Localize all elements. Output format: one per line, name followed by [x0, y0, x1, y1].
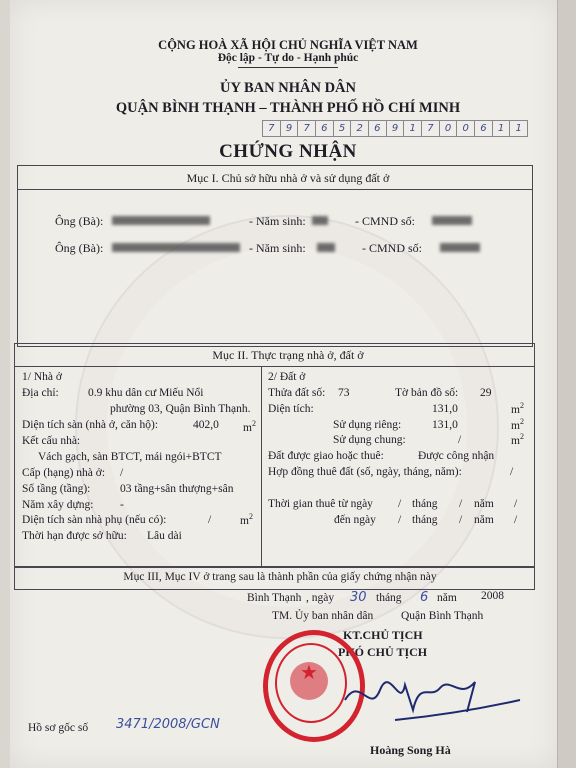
signing-day: 30 [350, 590, 367, 605]
lease-to-year: / [514, 514, 518, 526]
serial-digit: 1 [404, 121, 422, 136]
lease-contract-value: / [510, 466, 514, 478]
floor-area-label: Diện tích sàn (nhà ở, căn hộ): [22, 419, 159, 431]
signing-year: 2008 [481, 590, 504, 602]
owner2-birth-label: - Năm sinh: [249, 241, 306, 255]
owner2-id-label: - CMND số: [362, 241, 423, 255]
lease-from-day: / [398, 498, 402, 510]
lease-from-month-label: tháng [412, 498, 438, 510]
land-area-value: 131,0 [432, 403, 458, 415]
owner1-birth-label: - Năm sinh: [249, 214, 306, 228]
owner2-id-redacted [440, 243, 480, 252]
plot-label: Thửa đất số: [268, 387, 326, 399]
lease-from-year: / [514, 498, 518, 510]
floors-value: 03 tầng+sân thượng+sân [120, 483, 234, 495]
issuer-line2: QUẬN BÌNH THẠNH – THÀNH PHỐ HỒ CHÍ MINH [115, 100, 461, 116]
lease-from-label: Thời gian thuê từ ngày [268, 498, 373, 510]
lease-to-month: / [459, 514, 463, 526]
owner1-birth-redacted [312, 216, 328, 225]
lease-contract-label: Hợp đồng thuê đất (số, ngày, tháng, năm): [268, 466, 462, 478]
ownership-term-label: Thời hạn được sở hữu: [22, 530, 127, 542]
owner1-id-redacted [432, 216, 472, 225]
allocation-label: Đất được giao hoặc thuê: [268, 450, 384, 462]
serial-digit: 7 [422, 121, 440, 136]
serial-digit: 5 [334, 121, 352, 136]
owner1-id-label: - CMND số: [355, 214, 416, 228]
floor-area-unit: $m^2$ [243, 419, 256, 434]
section1-box [17, 165, 533, 347]
owner1-name-redacted [112, 216, 210, 225]
owner2-birth-redacted [317, 243, 335, 252]
allocation-value: Được công nhận [418, 450, 495, 462]
land-area-label: Diện tích: [268, 403, 314, 415]
floor-area-value: 402,0 [193, 419, 219, 431]
on-behalf-label: TM. Ủy ban nhân dân [272, 610, 374, 622]
signer-title1: KT.CHỦ TỊCH [343, 628, 423, 642]
signature [335, 670, 525, 730]
private-use-label: Sử dụng riêng: [333, 419, 402, 431]
grade-value: / [120, 467, 124, 479]
owner2-name-redacted [112, 243, 240, 252]
signing-year-label: năm [437, 592, 457, 604]
serial-digit: 6 [316, 121, 334, 136]
owner2-label: Ông (Bà): [55, 241, 104, 255]
signing-month: 6 [420, 590, 429, 605]
lease-to-day: / [398, 514, 402, 526]
serial-digit: 9 [281, 121, 299, 136]
on-behalf-district: Quận Bình Thạnh [401, 610, 484, 622]
shared-use-label: Sử dụng chung: [333, 434, 406, 446]
serial-digit: 6 [475, 121, 493, 136]
map-value: 29 [480, 387, 492, 399]
ownership-term-value: Lâu dài [147, 530, 182, 542]
year-built-label: Năm xây dựng: [22, 499, 94, 511]
shared-use-value: / [458, 434, 462, 446]
signer-name: Hoàng Song Hà [370, 743, 451, 757]
private-use-unit: $m^2$ [511, 417, 524, 432]
aux-area-value: / [208, 514, 212, 526]
serial-number [262, 120, 528, 137]
lease-to-month-label: tháng [412, 514, 438, 526]
section2-divider [14, 366, 535, 367]
footer-note: Mục III, Mục IV ở trang sau là thành phần của giấy chứng nhận này [123, 571, 437, 583]
grade-label: Cấp (hạng) nhà ở: [22, 467, 106, 479]
shared-use-unit: $m^2$ [511, 432, 524, 447]
land-area-unit: $m^2$ [511, 401, 524, 416]
serial-digit: 6 [369, 121, 387, 136]
issuer-line1: ỦY BAN NHÂN DÂN [219, 80, 356, 96]
lease-from-month: / [459, 498, 463, 510]
signer-title2: PHÓ CHỦ TỊCH [338, 645, 428, 659]
map-label: Tờ bản đồ số: [395, 387, 459, 399]
serial-digit: 7 [298, 121, 316, 136]
origin-file-number: 3471/2008/GCN [116, 717, 220, 732]
signing-month-label: tháng [376, 592, 402, 604]
serial-digit: 2 [351, 121, 369, 136]
house-address-line1: 0.9 khu dân cư Miếu Nổi [88, 387, 204, 399]
aux-area-unit: $m^2$ [240, 512, 253, 527]
house-heading: 1/ Nhà ở [22, 371, 62, 383]
section1-divider [17, 189, 533, 190]
lease-from-year-label: năm [474, 498, 494, 510]
motto-underline [238, 67, 338, 68]
floors-label: Số tầng (tầng): [22, 483, 91, 495]
serial-digit: 0 [457, 121, 475, 136]
lease-to-label: đến ngày [334, 514, 376, 526]
signing-place: Bình Thạnh [247, 592, 302, 604]
seal-star-icon: ★ [300, 660, 318, 684]
country-title: CỘNG HOÀ XÃ HỘI CHỦ NGHĨA VIỆT NAM [158, 38, 418, 52]
section1-title: Mục I. Chủ sở hữu nhà ở và sử dụng đất ở [186, 171, 390, 185]
section2-column-divider [261, 366, 262, 566]
owner1-label: Ông (Bà): [55, 214, 104, 228]
structure-label: Kết cấu nhà: [22, 435, 81, 447]
private-use-value: 131,0 [432, 419, 458, 431]
aux-area-label: Diện tích sàn nhà phụ (nếu có): [22, 514, 167, 526]
serial-digit: 0 [440, 121, 458, 136]
signing-day-label: , ngày [306, 592, 335, 604]
serial-digit: 1 [515, 123, 522, 134]
lease-to-year-label: năm [474, 514, 494, 526]
certificate-title: CHỨNG NHẬN [219, 141, 357, 162]
serial-digit: 9 [387, 121, 405, 136]
plot-value: 73 [338, 387, 350, 399]
section2-title: Mục II. Thực trạng nhà ở, đất ở [212, 348, 364, 362]
motto: Độc lập - Tự do - Hạnh phúc [217, 52, 359, 64]
year-built-value: - [120, 499, 124, 511]
origin-file-label: Hồ sơ gốc số [28, 722, 89, 734]
structure-value: Vách gạch, sàn BTCT, mái ngói+BTCT [38, 451, 222, 463]
serial-digit: 1 [493, 121, 511, 136]
land-heading: 2/ Đất ở [268, 371, 306, 383]
serial-digit: 7 [263, 121, 281, 136]
house-address-line2: phường 03, Quận Bình Thạnh. [110, 403, 251, 415]
house-address-label: Địa chỉ: [22, 387, 59, 399]
